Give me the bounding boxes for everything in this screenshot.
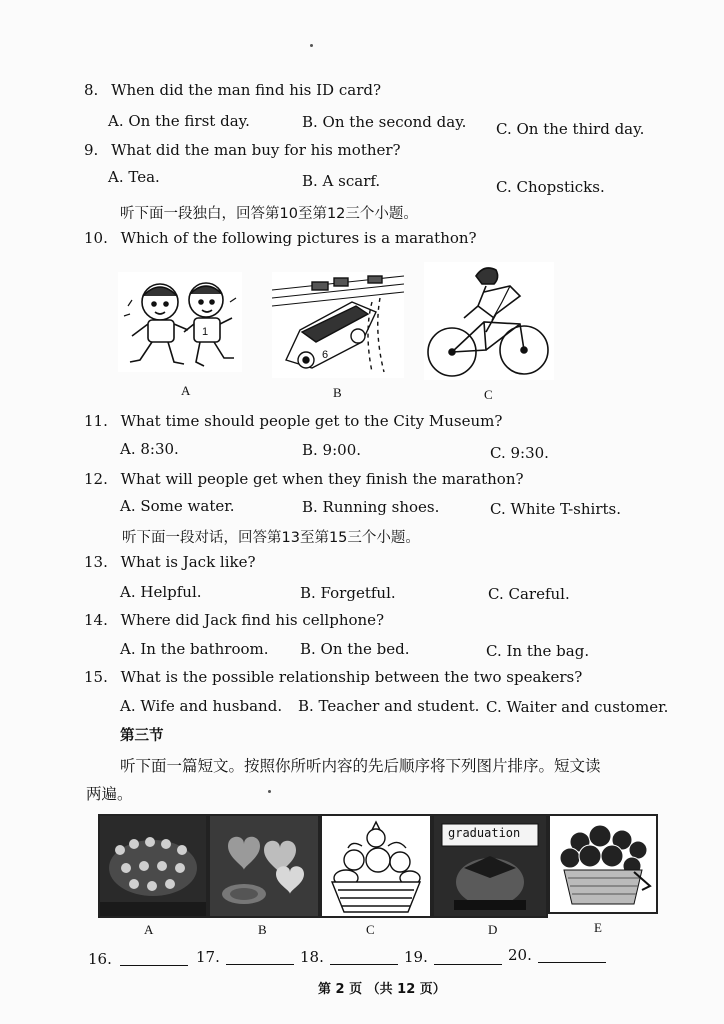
blank-label-18: 18.	[300, 948, 324, 966]
caption-pic-e: E	[594, 920, 602, 935]
question-text: What is the possible relationship between the two speakers?	[120, 668, 583, 686]
question-text: What will people get when they finish the marathon?	[120, 470, 524, 488]
question-number: 8.	[84, 81, 99, 99]
option-13a[interactable]: A. Helpful.	[120, 583, 202, 601]
option-11c[interactable]: C. 9:30.	[490, 444, 549, 462]
option-13b[interactable]: B. Forgetful.	[300, 584, 396, 602]
blank-label-17: 17.	[196, 948, 220, 966]
caption-pic-d: D	[488, 922, 498, 937]
photo-d-graduation	[432, 814, 548, 918]
svg-text:1: 1	[202, 326, 209, 338]
instruction-monologue: 听下面一段独白，回答第10至第12三个小题。	[120, 206, 418, 222]
option-11b[interactable]: B. 9:00.	[302, 441, 362, 459]
question-number: 15.	[84, 668, 108, 686]
race-car-picture	[272, 272, 404, 378]
answer-blank-18[interactable]	[330, 963, 398, 965]
photo-b-cookies	[208, 814, 320, 918]
question-text: Where did Jack find his cellphone?	[120, 611, 385, 629]
option-14c[interactable]: C. In the bag.	[486, 642, 590, 660]
option-14a[interactable]: A. In the bathroom.	[120, 640, 269, 658]
stray-mark	[268, 790, 271, 793]
question-12	[84, 470, 524, 488]
section-title: 第三节	[120, 728, 164, 744]
option-12a[interactable]: A. Some water.	[120, 497, 235, 515]
question-9	[84, 141, 401, 159]
question-text: What is Jack like?	[120, 553, 256, 571]
runners-picture	[118, 272, 242, 372]
question-14	[84, 611, 384, 629]
caption-pic-a: A	[144, 922, 154, 937]
answer-blank-16[interactable]	[120, 964, 188, 966]
question-text: Which of the following pictures is a marathon?	[120, 229, 477, 247]
caption-pic-c: C	[366, 922, 375, 937]
photo-c-fruit-basket	[320, 814, 432, 918]
blank-label-16: 16.	[88, 950, 112, 968]
question-15	[84, 668, 582, 686]
instruction-dialogue: 听下面一段对话，回答第13至第15三个小题。	[122, 530, 420, 546]
question-text: What time should people get to the City Museum?	[120, 412, 503, 430]
graduation-sign: graduation	[448, 826, 521, 840]
caption-10a: A	[181, 383, 191, 398]
option-12b[interactable]: B. Running shoes.	[302, 498, 440, 516]
question-number: 9.	[84, 141, 99, 159]
section-instruction-line2: 两遍。	[86, 785, 133, 803]
svg-text:6: 6	[322, 349, 329, 361]
question-text: When did the man find his ID card?	[111, 81, 382, 99]
option-15a[interactable]: A. Wife and husband.	[120, 697, 283, 715]
option-8b[interactable]: B. On the second day.	[302, 113, 467, 131]
stray-mark	[310, 44, 313, 47]
question-number: 13.	[84, 553, 108, 571]
option-9c[interactable]: C. Chopsticks.	[496, 178, 605, 196]
option-14b[interactable]: B. On the bed.	[300, 640, 410, 658]
cyclist-picture	[424, 262, 554, 380]
option-15b[interactable]: B. Teacher and student.	[298, 697, 480, 715]
question-number: 10.	[84, 229, 108, 247]
option-9b[interactable]: B. A scarf.	[302, 172, 381, 190]
question-10	[84, 229, 477, 247]
photo-a-cake	[98, 814, 208, 918]
question-11	[84, 412, 502, 430]
question-number: 11.	[84, 412, 108, 430]
option-11a[interactable]: A. 8:30.	[120, 440, 179, 458]
caption-pic-b: B	[258, 922, 267, 937]
caption-10c: C	[484, 387, 493, 402]
option-9a[interactable]: A. Tea.	[108, 168, 160, 186]
option-8c[interactable]: C. On the third day.	[496, 120, 645, 138]
option-15c[interactable]: C. Waiter and customer.	[486, 698, 669, 716]
question-13	[84, 553, 256, 571]
option-13c[interactable]: C. Careful.	[488, 585, 570, 603]
option-8a[interactable]: A. On the first day.	[108, 112, 250, 130]
blank-label-19: 19.	[404, 948, 428, 966]
question-text: What did the man buy for his mother?	[111, 141, 401, 159]
photo-e-flower-basket	[548, 814, 658, 914]
answer-blank-19[interactable]	[434, 963, 502, 965]
page-footer: 第 2 页 （共 12 页）	[318, 982, 446, 997]
caption-10b: B	[333, 385, 342, 400]
question-8	[84, 81, 381, 99]
answer-blank-17[interactable]	[226, 963, 294, 965]
section-instruction-line1: 听下面一篇短文。按照你所听内容的先后顺序将下列图片排序。短文读	[120, 757, 601, 775]
option-12c[interactable]: C. White T-shirts.	[490, 500, 621, 518]
question-number: 12.	[84, 470, 108, 488]
answer-blank-20[interactable]	[538, 961, 606, 963]
question-number: 14.	[84, 611, 108, 629]
blank-label-20: 20.	[508, 946, 532, 964]
